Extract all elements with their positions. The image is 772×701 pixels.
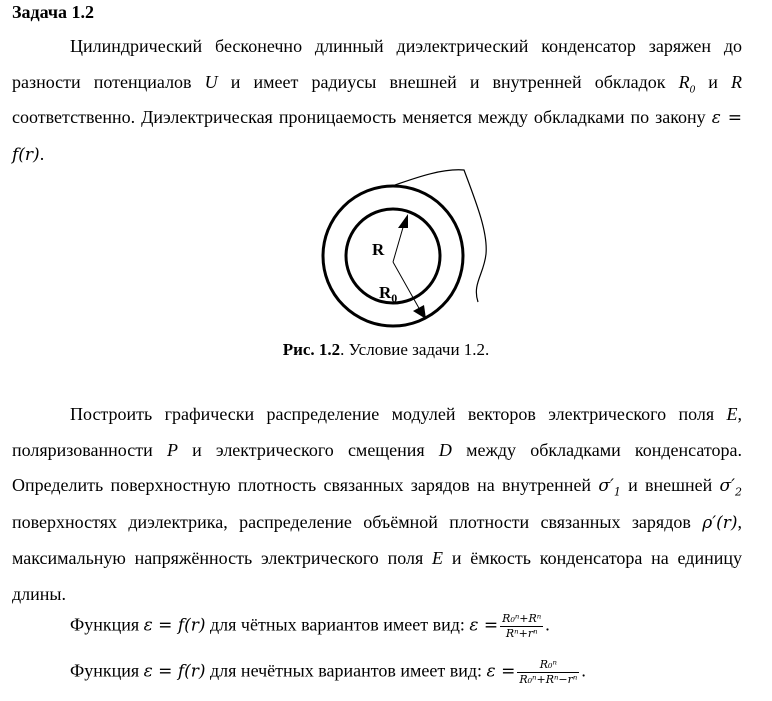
text-segment: и [695, 71, 732, 92]
figure-capacitor [300, 162, 500, 347]
problem-statement [12, 29, 742, 173]
caption-text: . Условие задачи 1.2. [340, 340, 490, 359]
fraction-denominator: R₀ⁿ+Rⁿ−rⁿ [519, 673, 578, 686]
symbol-sigma1-sub: 1 [613, 485, 621, 499]
fraction-numerator: R₀ⁿ+Rⁿ [502, 612, 542, 625]
symbol-R0 [678, 71, 696, 96]
text-segment: , максимальную напряжённость электрического поля [12, 511, 742, 568]
symbol-sigma2 [719, 476, 742, 499]
fraction-numerator: R₀ⁿ [517, 658, 579, 673]
text-segment: Цилиндрический бесконечно длинный диэлектрический конденсатор заряжен до разности потенциалов [12, 36, 742, 92]
text-segment: и имеет радиусы внешней и внутренней обкладок [217, 71, 679, 92]
symbol-P: P [166, 439, 178, 460]
symbol-sigma1-base: σ′ [598, 476, 614, 496]
inner-plate-circle [346, 209, 440, 303]
text-segment: между обкладками конденсатора. Определить поверхностную плотность связанных зарядов на внутренней [12, 439, 743, 495]
label-R: R [372, 240, 385, 259]
label-R0 [379, 283, 397, 305]
epsilon-law: ε = f(r) [12, 108, 742, 165]
symbol-R: R [731, 71, 743, 92]
text-segment: для нечётных вариантов имеет вид: [205, 660, 487, 681]
fraction-even [500, 612, 543, 641]
symbol-R0-sub: 0 [689, 83, 696, 96]
epsilon-law: ε = f(r) [143, 661, 206, 682]
function-odd [70, 658, 586, 687]
text-segment: . [581, 660, 586, 681]
label-R0-sub: 0 [391, 291, 398, 305]
text-segment: для чётных вариантов имеет вид: [205, 614, 470, 635]
text-segment: поверхностях диэлектрика, распределение объёмной плотности связанных зарядов [12, 511, 703, 532]
function-even [70, 612, 550, 641]
radius-R-arrowhead [398, 214, 408, 228]
symbol-rho: ρ′(r) [702, 512, 738, 533]
cylinder-outline [392, 170, 486, 302]
epsilon-symbol: ε = [469, 615, 499, 636]
capacitor-diagram [300, 162, 500, 342]
text-segment: Построить графически распределение модулей векторов электрического поля [70, 404, 727, 424]
text-segment: и внешней [620, 475, 720, 495]
symbol-sigma1 [598, 476, 621, 499]
text-segment: соответственно. Диэлектрическая проницаемость меняется между обкладками по закону [12, 107, 712, 127]
symbol-sigma2-sub: 2 [735, 485, 742, 499]
text-segment: и электрического смещения [177, 439, 439, 460]
task-description [12, 397, 742, 612]
text-segment: . [39, 143, 45, 164]
text-segment: и ёмкость конденсатора на единицу длины. [12, 548, 742, 604]
text-segment: Функция [70, 660, 144, 681]
symbol-E-max: E [432, 548, 444, 568]
text-segment: . [545, 614, 550, 635]
fraction-odd [517, 658, 579, 687]
text-segment: Функция [70, 614, 144, 635]
outer-plate-circle [323, 186, 463, 326]
symbol-U: U [204, 71, 218, 92]
symbol-R0-base: R [678, 71, 690, 92]
radius-R0-arrowhead [413, 305, 426, 319]
symbol-D: D [438, 439, 452, 460]
text-segment: , поляризованности [12, 404, 742, 460]
radius-R-line [393, 224, 404, 262]
epsilon-symbol: ε = [486, 661, 516, 682]
label-R0-base: R [379, 283, 392, 302]
caption-label: Рис. 1.2 [282, 340, 341, 359]
epsilon-law: ε = f(r) [143, 615, 206, 636]
symbol-sigma2-base: σ′ [719, 476, 735, 496]
figure-caption [0, 340, 772, 360]
problem-title: Задача 1.2 [12, 2, 95, 22]
symbol-E: E [726, 404, 738, 424]
fraction-denominator: Rⁿ+rⁿ [505, 627, 538, 640]
